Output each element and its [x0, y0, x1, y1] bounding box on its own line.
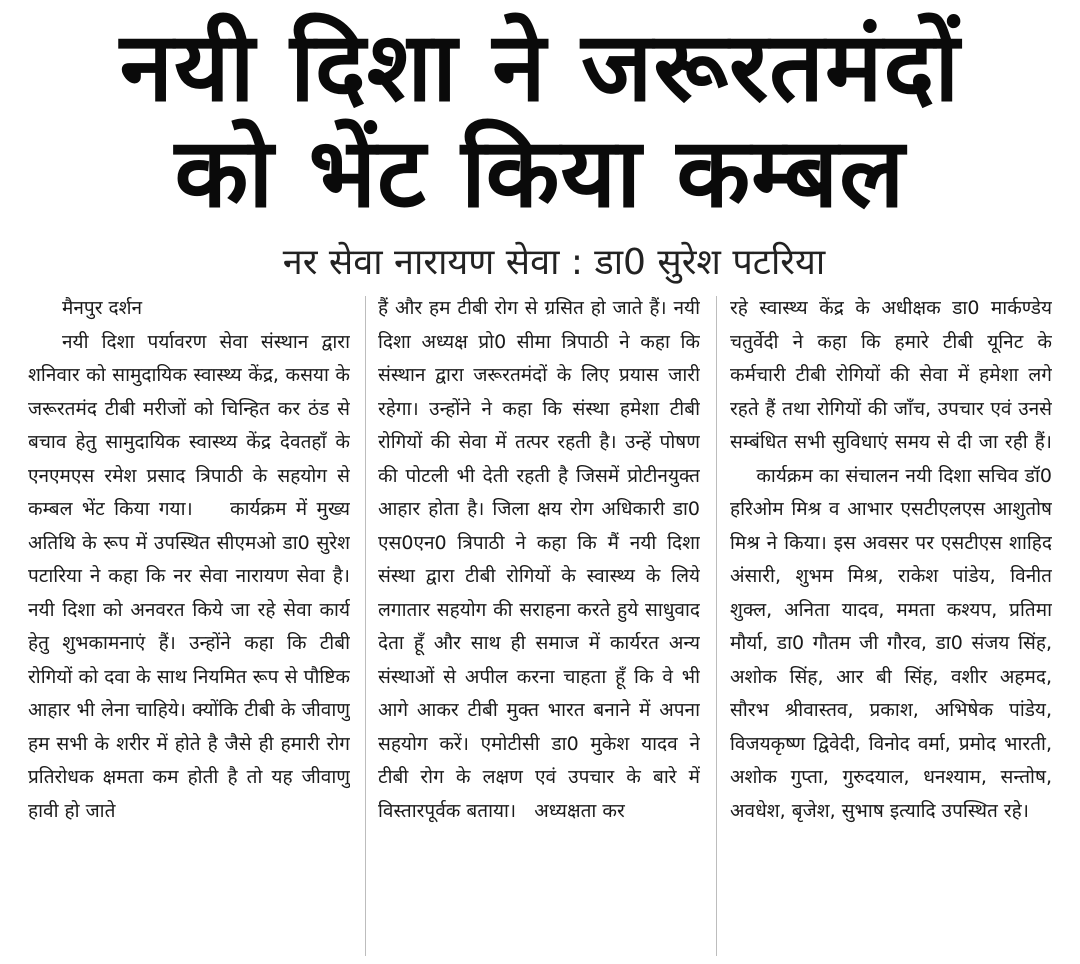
article-column-3 [730, 292, 1052, 962]
paragraph-text: रहे स्वास्थ्य केंद्र के अधीक्षक डा0 मार्कण्डेय चतुर्वेदी ने कहा कि हमारे टीबी यूनिट के कर्मचारी टीबी रोगियों की सेवा में हमेशा लगे रहते हैं तथा रोगियों की जाँच, उपचार एवं उनसे सम्बंधित सभी सुविधाएं समय से दी जा रही हैं। [730, 297, 1052, 453]
paragraph-text: अध्यक्षता कर [534, 799, 625, 822]
column-divider [716, 296, 717, 956]
paragraph [28, 326, 350, 829]
column-divider [365, 296, 366, 956]
dateline: मैनपुर दर्शन [62, 297, 143, 319]
paragraph-text: नयी दिशा पर्यावरण सेवा संस्थान द्वारा शनिवार को सामुदायिक स्वास्थ्य केंद्र, कसया के जरूरतमंद टीबी मरीजों को चिन्हित कर ठंड से बचाव हेतु सामुदायिक स्वास्थ्य केंद्र देवतहाँ के एनएमएस रमेश प्रसाद त्रिपाठी के सहयोग से कम्बल भेंट किया गया। [28, 330, 350, 520]
paragraph-text: कार्यक्रम में मुख्य अतिथि के रूप में उपस्थित सीएमओ डा0 सुरेश पटारिया ने कहा कि नर सेवा नारायण सेवा है। नयी दिशा को अनवरत किये जा रहे सेवा कार्य हेतु शुभकामनाएं हैं। उन्होंने कहा कि टीबी रोगियों को दवा के साथ नियमित रूप से पौष्टिक आहार भी लेना चाहिये। क्योंकि टीबी के जीवाणु हम सभी के शरीर में होते है जैसे ही हमारी रोग प्रतिरोधक क्षमता कम होती है तो यह जीवाणु हावी हो जाते [28, 498, 350, 822]
headline-line-2: को भेंट किया कम्बल [174, 117, 906, 229]
article-column-1 [28, 292, 350, 962]
paragraph-text: कार्यक्रम का संचालन नयी दिशा सचिव डॉ0 हरिओम मिश्र व आभार एसटीएलएस आशुतोष मिश्र ने किया। इस अवसर पर एसटीएस शाहिद अंसारी, शुभम मिश्र, राकेश पांडेय, विनीत शुक्ल, अनिता यादव, ममता कश्यप, प्रतिमा मौर्या, डा0 गौतम जी गौरव, डा0 संजय सिंह, अशोक सिंह, आर बी सिंह, वशीर अहमद, सौरभ श्रीवास्तव, प्रकाश, अभिषेक पांडेय, विजयकृष्ण द्विवेदी, विनोद वर्मा, प्रमोद भारती, अशोक गुप्ता, गुरुदयाल, धनश्याम, सन्तोष, अवधेश, बृजेश, सुभाष इत्यादि उपस्थित रहे। [730, 464, 1052, 822]
subheadline: नर सेवा नारायण सेवा : डा0 सुरेश पटरिया [282, 242, 826, 283]
article-column-2 [378, 292, 700, 962]
paragraph-text: हैं और हम टीबी रोग से ग्रसित हो जाते हैं। नयी दिशा अध्यक्ष प्रो0 सीमा त्रिपाठी ने कहा कि संस्थान द्वारा जरूरतमंदों के लिए प्रयास जारी रहेगा। उन्होंने ने कहा कि संस्था हमेशा टीबी रोगियों की सेवा में तत्पर रहती है। उन्हें पोषण की पोटली भी देती रहती है जिसमें प्रोटीनयुक्त आहार होता है। जिला क्षय रोग अधिकारी डा0 एस0एन0 त्रिपाठी ने कहा कि मैं नयी दिशा संस्था द्वारा टीबी रोगियों के स्वास्थ्य के लिये लगातार सहयोग की सराहना करते हुये साधुवाद देता हूँ और साथ ही समाज में कार्यरत अन्य संस्थाओं से अपील करना चाहता हूँ कि वे भी आगे आकर टीबी मुक्त भारत बनाने में अपना सहयोग करें। एमोटीसी डा0 मुकेश यादव ने टीबी रोग के लक्षण एवं उपचार के बारे में विस्तारपूर्वक बताया। [378, 297, 700, 822]
headline-line-1: नयी दिशा ने जरूरतमंदों [119, 11, 961, 123]
